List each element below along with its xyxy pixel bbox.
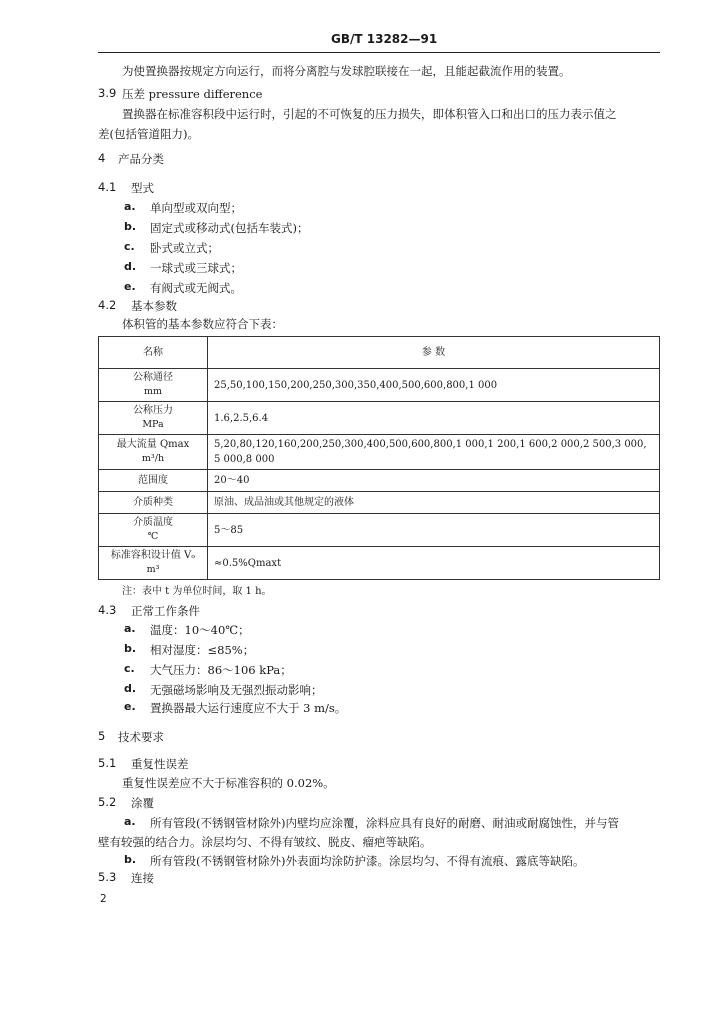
standard-id-header: GB/T 13282—91 bbox=[331, 32, 438, 46]
list-item-label: d. bbox=[124, 682, 137, 695]
param-name: 公称通径 bbox=[133, 372, 173, 383]
param-value: 5,20,80,120,160,200,250,300,400,500,600,800,1 000,1 200,1 600,2 000,2 500,3 000, bbox=[214, 439, 647, 450]
list-item-label: e. bbox=[124, 700, 136, 713]
list-item-label: a. bbox=[124, 815, 136, 828]
section-4-2-number: 4.2 bbox=[98, 298, 117, 312]
list-item-text: 置换器最大运行速度应不大于 3 m/s。 bbox=[150, 701, 347, 715]
section-4-2-intro: 体积管的基本参数应符合下表： bbox=[122, 317, 283, 331]
list-item-text: 相对湿度：≤85%； bbox=[150, 643, 255, 657]
list-item-label: c. bbox=[124, 662, 135, 675]
basic-parameters-table bbox=[98, 336, 660, 580]
param-unit: mm bbox=[143, 386, 163, 397]
table-cell-value bbox=[208, 435, 660, 470]
table-cell-name bbox=[99, 470, 208, 492]
list-item-label: b. bbox=[124, 853, 137, 866]
table-cell-name bbox=[99, 547, 208, 580]
section-5-3-title: 连接 bbox=[131, 871, 154, 885]
param-name: 标准容积设计值 Vₒ bbox=[110, 550, 196, 561]
section-3-9-body-line1: 置换器在标准容积段中运行时，引起的不可恢复的压力损失，即体积管入口和出口的压力表示值之 bbox=[122, 107, 617, 121]
table-row bbox=[99, 492, 660, 514]
list-item-text: 有阀式或无阀式。 bbox=[150, 281, 242, 295]
param-value: ≈0.5%Qmaxt bbox=[214, 557, 282, 569]
param-unit: m³/h bbox=[141, 453, 165, 464]
list-item-label: e. bbox=[124, 280, 136, 293]
table-header-row bbox=[99, 337, 660, 369]
param-value-continued: 5 000,8 000 bbox=[214, 454, 275, 465]
section-4-title: 产品分类 bbox=[118, 152, 164, 166]
section-5-2-title: 涂覆 bbox=[131, 796, 154, 810]
list-item-label: a. bbox=[124, 200, 136, 213]
param-value: 1.6,2.5,6.4 bbox=[214, 412, 269, 424]
table-cell-name bbox=[99, 492, 208, 514]
param-name: 最大流量 Qmax bbox=[116, 439, 190, 450]
list-item-text: 一球式或三球式； bbox=[150, 261, 242, 275]
table-row bbox=[99, 435, 660, 470]
list-item-label: b. bbox=[124, 642, 137, 655]
list-item-text: 温度：10～40℃； bbox=[150, 623, 250, 637]
param-unit: m³ bbox=[146, 564, 160, 575]
table-cell-value bbox=[208, 492, 660, 514]
table-row bbox=[99, 514, 660, 547]
table-row bbox=[99, 470, 660, 492]
section-4-1-title: 型式 bbox=[131, 181, 154, 195]
section-5-1-number: 5.1 bbox=[98, 756, 117, 770]
table-cell-name bbox=[99, 402, 208, 435]
table-row bbox=[99, 369, 660, 402]
section-3-9-body-line2: 差(包括管道阻力)。 bbox=[98, 127, 199, 141]
section-4-3-title: 正常工作条件 bbox=[131, 604, 200, 618]
section-4-3-number: 4.3 bbox=[98, 603, 117, 617]
coating-b-text: 所有管段(不锈钢管材除外)外表面均涂防护漆。涂层均匀、不得有流痕、露底等缺陷。 bbox=[150, 854, 585, 868]
param-name: 范围度 bbox=[138, 474, 168, 486]
table-note: 注：表中 t 为单位时间，取 1 h。 bbox=[122, 586, 272, 597]
section-5-title: 技术要求 bbox=[118, 730, 164, 744]
param-name: 介质种类 bbox=[133, 496, 173, 508]
section-5-1-body: 重复性误差应不大于标准容积的 0.02%。 bbox=[122, 776, 335, 790]
param-name: 介质温度 bbox=[133, 517, 173, 528]
param-unit: MPa bbox=[142, 419, 164, 430]
section-3-9-title: 压差 pressure difference bbox=[122, 87, 263, 101]
list-item-label: a. bbox=[124, 622, 136, 635]
table-cell-value bbox=[208, 402, 660, 435]
table-header-name: 名称 bbox=[99, 337, 208, 369]
section-3-9-number: 3.9 bbox=[98, 86, 117, 100]
table-cell-name bbox=[99, 514, 208, 547]
list-item-text: 固定式或移动式(包括车装式)； bbox=[150, 221, 309, 235]
table-header-value: 参 数 bbox=[208, 337, 660, 369]
param-value: 25,50,100,150,200,250,300,350,400,500,600,800,1 000 bbox=[214, 379, 498, 391]
list-item-text: 大气压力：86～106 kPa； bbox=[150, 663, 292, 677]
list-item-text: 单向型或双向型； bbox=[150, 201, 242, 215]
param-value: 20～40 bbox=[214, 475, 250, 486]
section-5-2-number: 5.2 bbox=[98, 795, 117, 809]
table-row bbox=[99, 402, 660, 435]
section-5-3-number: 5.3 bbox=[98, 870, 117, 884]
param-value: 5～85 bbox=[214, 524, 244, 536]
param-unit: ℃ bbox=[147, 531, 159, 542]
list-item-label: c. bbox=[124, 240, 135, 253]
section-4-number: 4 bbox=[98, 151, 106, 165]
list-item-label: d. bbox=[124, 260, 137, 273]
coating-a-line1: 所有管段(不锈钢管材除外)内壁均应涂覆，涂料应具有良好的耐磨、耐油或耐腐蚀性，并与管 bbox=[150, 816, 619, 830]
param-value: 原油、成品油或其他规定的液体 bbox=[214, 497, 354, 508]
list-item-label: b. bbox=[124, 220, 137, 233]
table-cell-value bbox=[208, 547, 660, 580]
coating-a-line2: 壁有较强的结合力。涂层均匀、不得有皱纹、脱皮、瘤疤等缺陷。 bbox=[98, 835, 432, 849]
table-cell-name bbox=[99, 435, 208, 470]
section-4-1-number: 4.1 bbox=[98, 180, 117, 194]
section-4-2-title: 基本参数 bbox=[131, 299, 177, 313]
table-cell-value bbox=[208, 470, 660, 492]
list-item-text: 无强磁场影响及无强烈振动影响； bbox=[150, 683, 323, 697]
param-name: 公称压力 bbox=[133, 405, 173, 416]
list-item-text: 卧式或立式； bbox=[150, 241, 219, 255]
section-5-number: 5 bbox=[98, 729, 106, 743]
table-cell-value bbox=[208, 514, 660, 547]
header-rule bbox=[98, 52, 660, 53]
section-5-1-title: 重复性误差 bbox=[131, 757, 189, 771]
table-row bbox=[99, 547, 660, 580]
table-cell-name bbox=[99, 369, 208, 402]
intro-paragraph: 为使置换器按规定方向运行，而将分离腔与发球腔联接在一起，且能起截流作用的装置。 bbox=[122, 64, 571, 78]
page-number: 2 bbox=[100, 893, 107, 905]
table-cell-value bbox=[208, 369, 660, 402]
